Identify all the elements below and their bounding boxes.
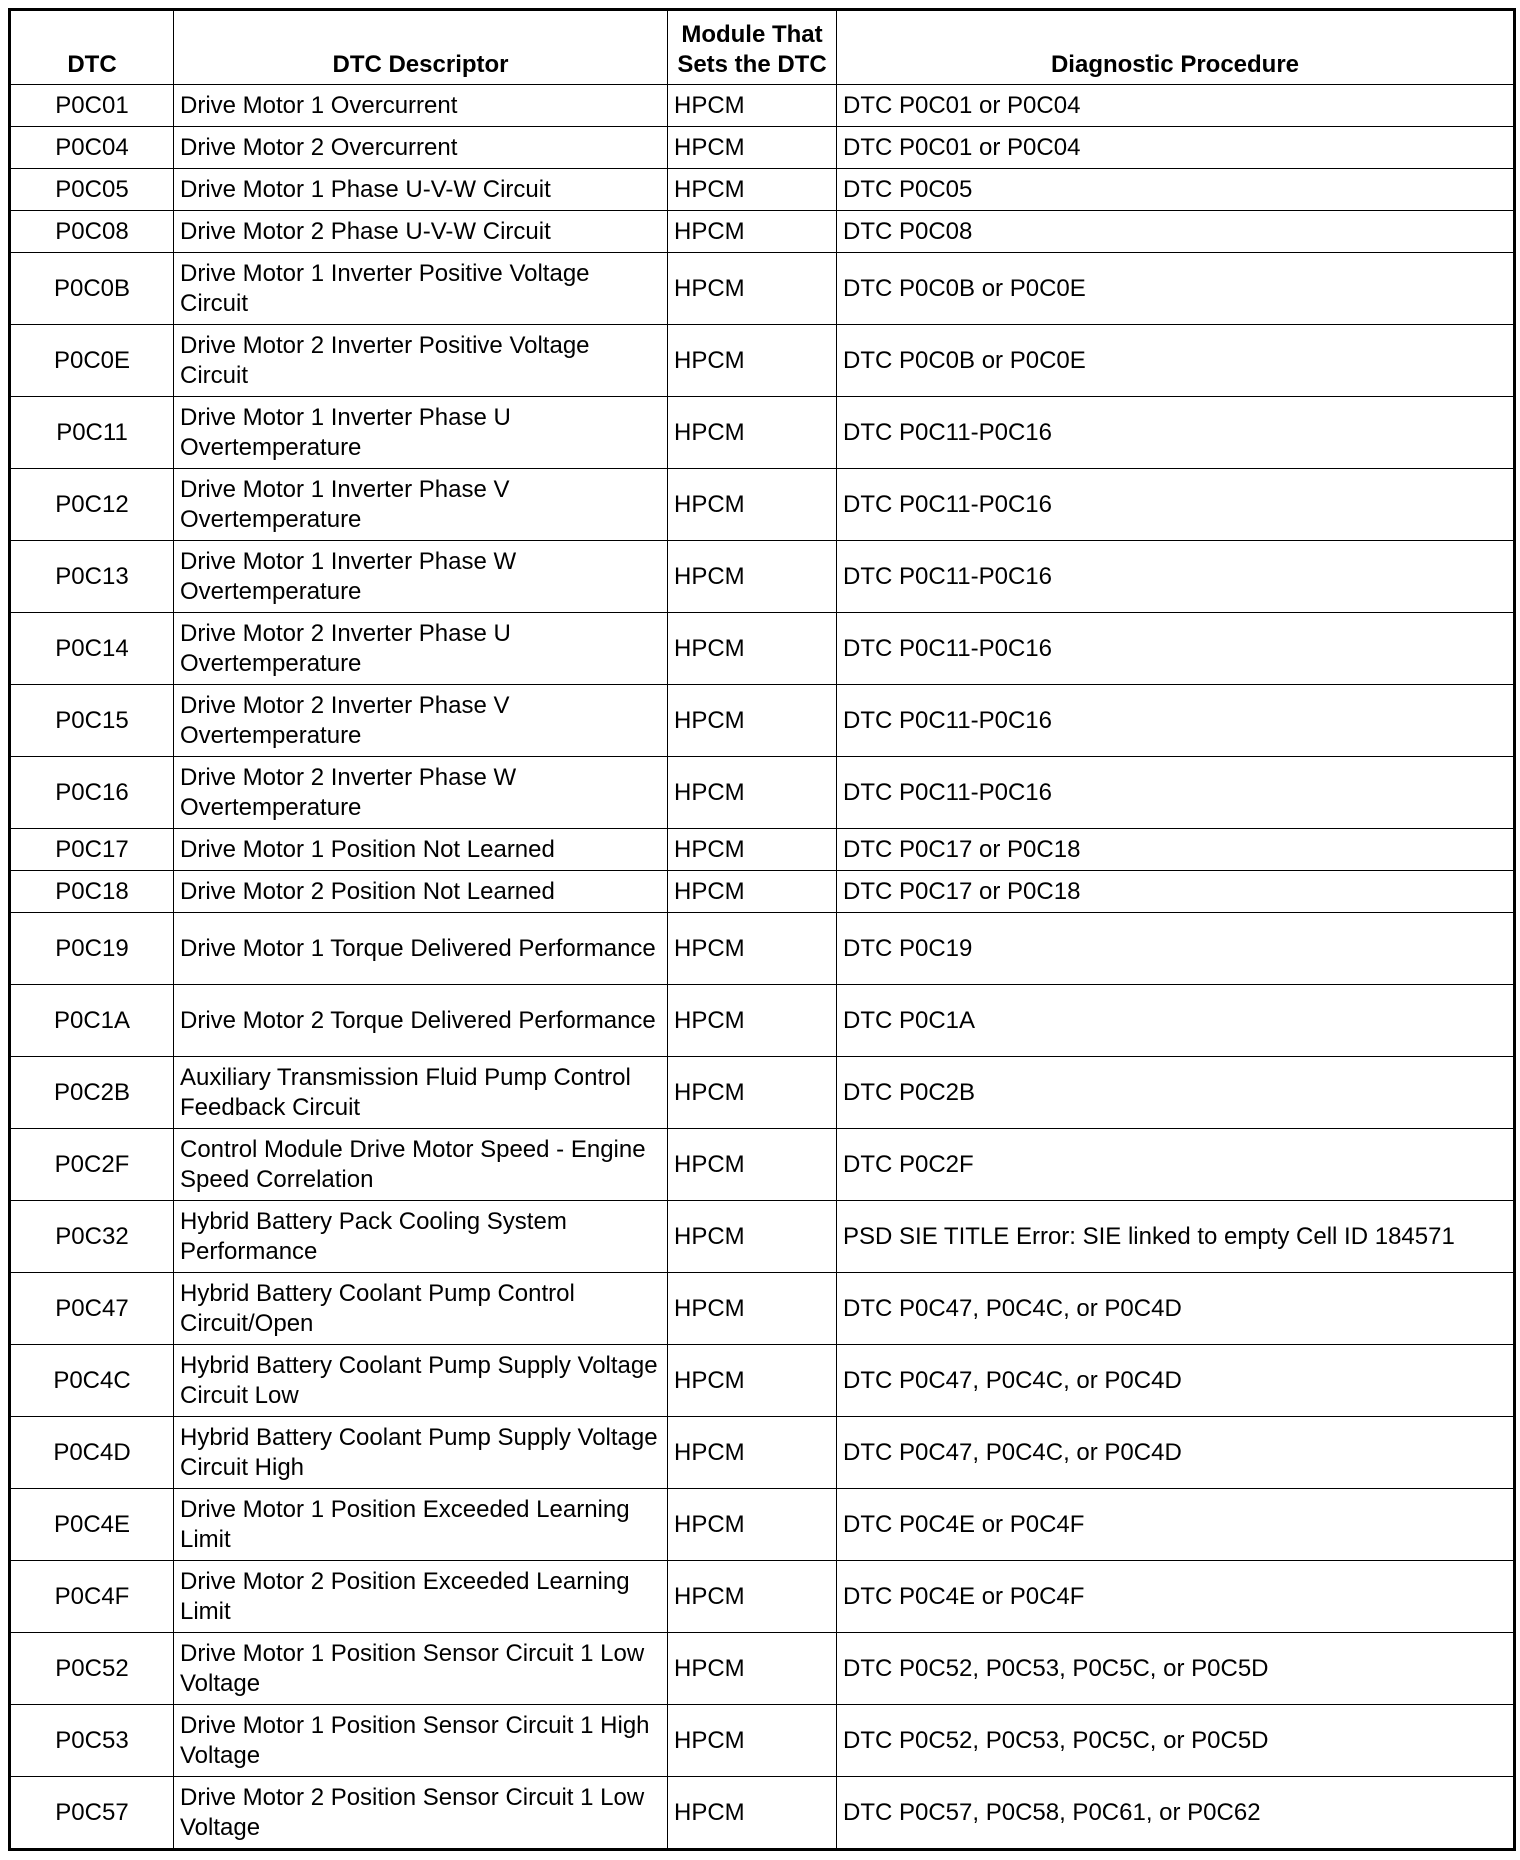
- cell-descriptor: Drive Motor 2 Position Not Learned: [174, 871, 668, 913]
- cell-descriptor: Control Module Drive Motor Speed - Engine Speed Correlation: [174, 1129, 668, 1201]
- cell-module: HPCM: [668, 871, 837, 913]
- cell-module: HPCM: [668, 1201, 837, 1273]
- cell-descriptor: Drive Motor 1 Overcurrent: [174, 85, 668, 127]
- dtc-table: [8, 8, 1516, 1851]
- table-row: [10, 913, 1515, 985]
- cell-dtc-code: P0C19: [10, 913, 174, 985]
- cell-dtc-code: P0C2B: [10, 1057, 174, 1129]
- cell-descriptor: Hybrid Battery Coolant Pump Supply Voltage Circuit Low: [174, 1345, 668, 1417]
- cell-module: HPCM: [668, 985, 837, 1057]
- cell-module: HPCM: [668, 253, 837, 325]
- cell-procedure: DTC P0C47, P0C4C, or P0C4D: [837, 1345, 1515, 1417]
- cell-dtc-code: P0C05: [10, 169, 174, 211]
- cell-dtc-code: P0C0E: [10, 325, 174, 397]
- cell-dtc-code: P0C1A: [10, 985, 174, 1057]
- header-descriptor: DTC Descriptor: [174, 10, 668, 85]
- cell-dtc-code: P0C17: [10, 829, 174, 871]
- cell-module: HPCM: [668, 1057, 837, 1129]
- cell-procedure: DTC P0C08: [837, 211, 1515, 253]
- cell-module: HPCM: [668, 829, 837, 871]
- table-row: [10, 871, 1515, 913]
- table-row: [10, 1705, 1515, 1777]
- cell-procedure: DTC P0C57, P0C58, P0C61, or P0C62: [837, 1777, 1515, 1850]
- cell-dtc-code: P0C4C: [10, 1345, 174, 1417]
- header-module-line1: Module That: [681, 21, 823, 48]
- table-row: [10, 685, 1515, 757]
- cell-dtc-code: P0C53: [10, 1705, 174, 1777]
- table-row: [10, 985, 1515, 1057]
- cell-dtc-code: P0C08: [10, 211, 174, 253]
- cell-procedure: DTC P0C47, P0C4C, or P0C4D: [837, 1417, 1515, 1489]
- cell-module: HPCM: [668, 85, 837, 127]
- cell-descriptor: Drive Motor 1 Position Sensor Circuit 1 Low Voltage: [174, 1633, 668, 1705]
- cell-procedure: DTC P0C11-P0C16: [837, 757, 1515, 829]
- table-row: [10, 169, 1515, 211]
- cell-module: HPCM: [668, 541, 837, 613]
- cell-module: HPCM: [668, 1489, 837, 1561]
- cell-module: HPCM: [668, 127, 837, 169]
- cell-module: HPCM: [668, 1129, 837, 1201]
- cell-descriptor: Drive Motor 1 Phase U-V-W Circuit: [174, 169, 668, 211]
- cell-descriptor: Hybrid Battery Coolant Pump Control Circuit/Open: [174, 1273, 668, 1345]
- cell-descriptor: Drive Motor 1 Position Exceeded Learning Limit: [174, 1489, 668, 1561]
- table-row: [10, 757, 1515, 829]
- cell-dtc-code: P0C11: [10, 397, 174, 469]
- cell-module: HPCM: [668, 1777, 837, 1850]
- cell-descriptor: Drive Motor 1 Position Not Learned: [174, 829, 668, 871]
- cell-descriptor: Drive Motor 2 Inverter Positive Voltage Circuit: [174, 325, 668, 397]
- cell-procedure: DTC P0C0B or P0C0E: [837, 325, 1515, 397]
- table-row: [10, 1129, 1515, 1201]
- cell-procedure: DTC P0C52, P0C53, P0C5C, or P0C5D: [837, 1633, 1515, 1705]
- cell-descriptor: Drive Motor 2 Inverter Phase U Overtemperature: [174, 613, 668, 685]
- cell-module: HPCM: [668, 397, 837, 469]
- cell-module: HPCM: [668, 913, 837, 985]
- cell-dtc-code: P0C16: [10, 757, 174, 829]
- cell-procedure: DTC P0C11-P0C16: [837, 469, 1515, 541]
- cell-descriptor: Drive Motor 2 Position Exceeded Learning Limit: [174, 1561, 668, 1633]
- cell-module: HPCM: [668, 1633, 837, 1705]
- table-row: [10, 325, 1515, 397]
- cell-procedure: DTC P0C11-P0C16: [837, 685, 1515, 757]
- cell-procedure: DTC P0C2B: [837, 1057, 1515, 1129]
- table-row: [10, 469, 1515, 541]
- cell-module: HPCM: [668, 325, 837, 397]
- cell-module: HPCM: [668, 1345, 837, 1417]
- cell-descriptor: Drive Motor 1 Inverter Phase V Overtemperature: [174, 469, 668, 541]
- table-row: [10, 1417, 1515, 1489]
- table-row: [10, 1561, 1515, 1633]
- cell-module: HPCM: [668, 211, 837, 253]
- cell-procedure: DTC P0C1A: [837, 985, 1515, 1057]
- table-row: [10, 541, 1515, 613]
- cell-descriptor: Drive Motor 2 Phase U-V-W Circuit: [174, 211, 668, 253]
- cell-dtc-code: P0C57: [10, 1777, 174, 1850]
- cell-procedure: DTC P0C11-P0C16: [837, 541, 1515, 613]
- cell-procedure: DTC P0C2F: [837, 1129, 1515, 1201]
- table-row: [10, 1777, 1515, 1850]
- cell-descriptor: Drive Motor 1 Position Sensor Circuit 1 High Voltage: [174, 1705, 668, 1777]
- cell-dtc-code: P0C01: [10, 85, 174, 127]
- cell-descriptor: Hybrid Battery Pack Cooling System Performance: [174, 1201, 668, 1273]
- table-row: [10, 211, 1515, 253]
- cell-dtc-code: P0C18: [10, 871, 174, 913]
- cell-dtc-code: P0C32: [10, 1201, 174, 1273]
- cell-procedure: DTC P0C0B or P0C0E: [837, 253, 1515, 325]
- document-page: [8, 8, 1513, 1853]
- cell-descriptor: Drive Motor 2 Torque Delivered Performance: [174, 985, 668, 1057]
- cell-dtc-code: P0C04: [10, 127, 174, 169]
- table-row: [10, 253, 1515, 325]
- table-row: [10, 127, 1515, 169]
- cell-dtc-code: P0C47: [10, 1273, 174, 1345]
- cell-descriptor: Hybrid Battery Coolant Pump Supply Voltage Circuit High: [174, 1417, 668, 1489]
- header-procedure: Diagnostic Procedure: [837, 10, 1515, 85]
- cell-module: HPCM: [668, 469, 837, 541]
- cell-procedure: DTC P0C4E or P0C4F: [837, 1561, 1515, 1633]
- table-row: [10, 1345, 1515, 1417]
- cell-module: HPCM: [668, 1273, 837, 1345]
- header-module: [668, 10, 837, 85]
- cell-descriptor: Drive Motor 1 Torque Delivered Performance: [174, 913, 668, 985]
- cell-procedure: DTC P0C01 or P0C04: [837, 127, 1515, 169]
- cell-procedure: PSD SIE TITLE Error: SIE linked to empty Cell ID 184571: [837, 1201, 1515, 1273]
- cell-procedure: DTC P0C11-P0C16: [837, 613, 1515, 685]
- cell-procedure: DTC P0C01 or P0C04: [837, 85, 1515, 127]
- cell-dtc-code: P0C13: [10, 541, 174, 613]
- cell-procedure: DTC P0C4E or P0C4F: [837, 1489, 1515, 1561]
- cell-module: HPCM: [668, 1561, 837, 1633]
- cell-dtc-code: P0C0B: [10, 253, 174, 325]
- table-row: [10, 397, 1515, 469]
- cell-dtc-code: P0C15: [10, 685, 174, 757]
- cell-descriptor: Drive Motor 1 Inverter Phase W Overtemperature: [174, 541, 668, 613]
- cell-descriptor: Drive Motor 2 Position Sensor Circuit 1 Low Voltage: [174, 1777, 668, 1850]
- table-row: [10, 829, 1515, 871]
- cell-module: HPCM: [668, 613, 837, 685]
- cell-dtc-code: P0C4F: [10, 1561, 174, 1633]
- cell-procedure: DTC P0C19: [837, 913, 1515, 985]
- table-row: [10, 1201, 1515, 1273]
- cell-procedure: DTC P0C05: [837, 169, 1515, 211]
- cell-descriptor: Auxiliary Transmission Fluid Pump Control Feedback Circuit: [174, 1057, 668, 1129]
- cell-dtc-code: P0C4D: [10, 1417, 174, 1489]
- cell-dtc-code: P0C4E: [10, 1489, 174, 1561]
- cell-descriptor: Drive Motor 1 Inverter Positive Voltage Circuit: [174, 253, 668, 325]
- cell-module: HPCM: [668, 685, 837, 757]
- table-row: [10, 85, 1515, 127]
- cell-descriptor: Drive Motor 2 Overcurrent: [174, 127, 668, 169]
- header-dtc: DTC: [10, 10, 174, 85]
- cell-module: HPCM: [668, 169, 837, 211]
- cell-dtc-code: P0C2F: [10, 1129, 174, 1201]
- table-row: [10, 1057, 1515, 1129]
- cell-module: HPCM: [668, 1417, 837, 1489]
- table-row: [10, 1633, 1515, 1705]
- cell-procedure: DTC P0C11-P0C16: [837, 397, 1515, 469]
- cell-dtc-code: P0C52: [10, 1633, 174, 1705]
- table-row: [10, 613, 1515, 685]
- cell-dtc-code: P0C14: [10, 613, 174, 685]
- cell-module: HPCM: [668, 757, 837, 829]
- cell-procedure: DTC P0C47, P0C4C, or P0C4D: [837, 1273, 1515, 1345]
- header-module-line2: Sets the DTC: [677, 51, 827, 78]
- cell-descriptor: Drive Motor 2 Inverter Phase W Overtemperature: [174, 757, 668, 829]
- table-row: [10, 1489, 1515, 1561]
- cell-procedure: DTC P0C17 or P0C18: [837, 829, 1515, 871]
- cell-descriptor: Drive Motor 2 Inverter Phase V Overtemperature: [174, 685, 668, 757]
- cell-dtc-code: P0C12: [10, 469, 174, 541]
- table-header-row: [10, 10, 1515, 85]
- cell-procedure: DTC P0C17 or P0C18: [837, 871, 1515, 913]
- cell-procedure: DTC P0C52, P0C53, P0C5C, or P0C5D: [837, 1705, 1515, 1777]
- table-row: [10, 1273, 1515, 1345]
- cell-module: HPCM: [668, 1705, 837, 1777]
- cell-descriptor: Drive Motor 1 Inverter Phase U Overtemperature: [174, 397, 668, 469]
